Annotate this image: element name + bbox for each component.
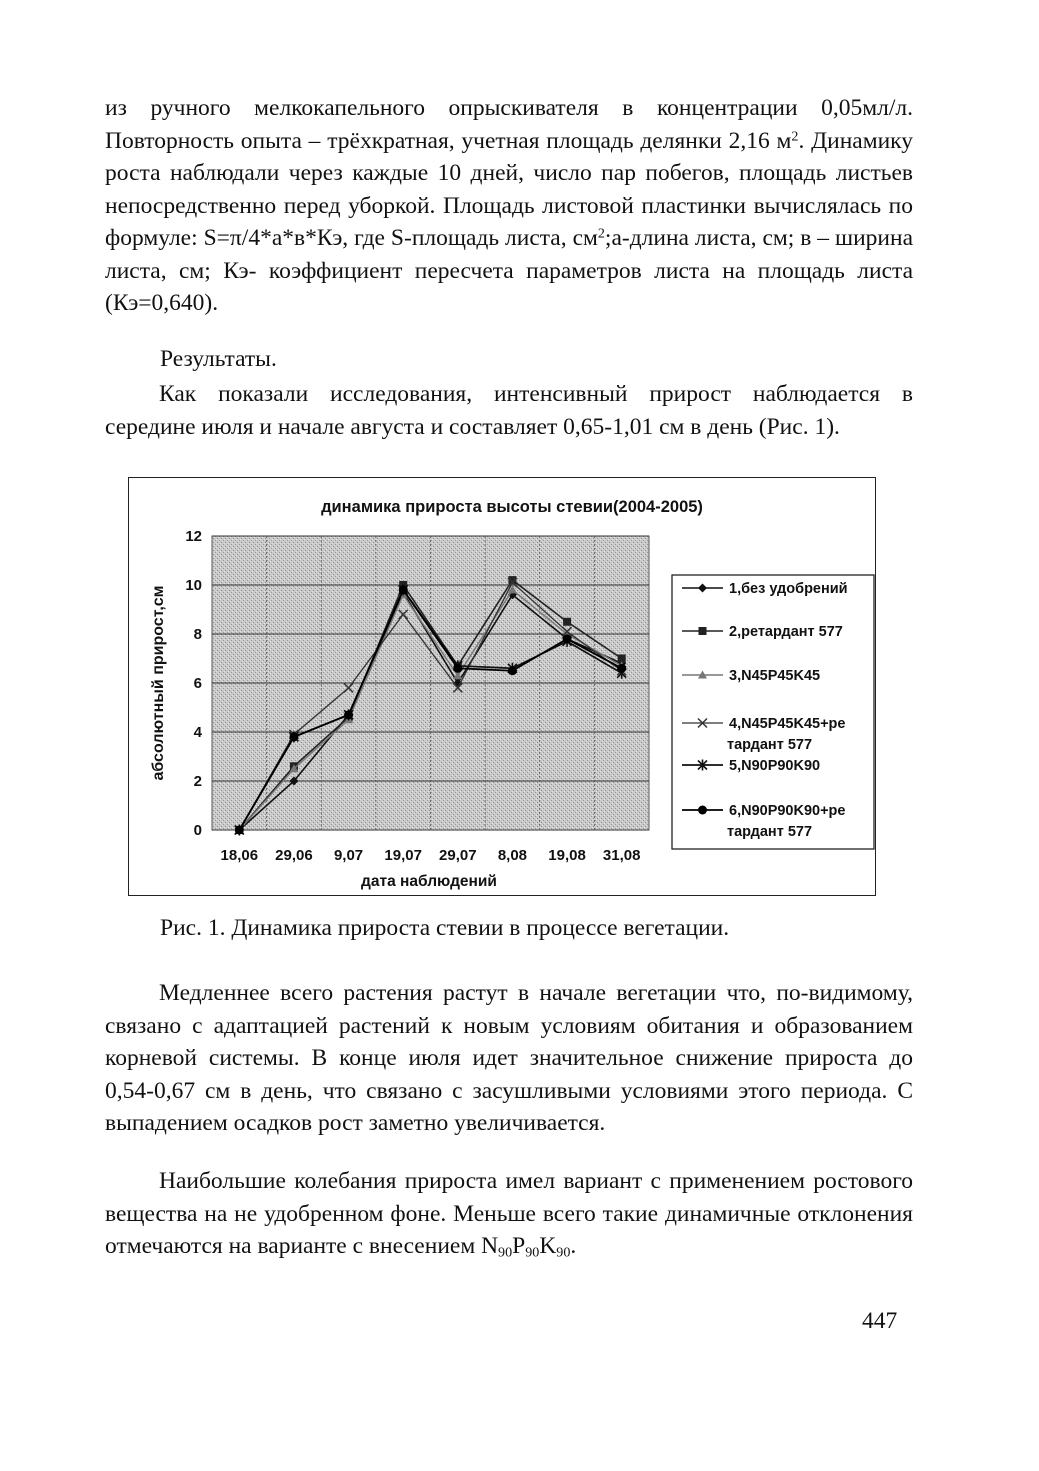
paragraph-methods-part-a: из ручного мелкокапельного опрыскивателя в концентрации 0,05мл/л. Повторность опыта – трёхкратная, учетная площадь делянки 2,16 м [105, 95, 913, 154]
chart-title: динамика прироста высоты стевии(2004-2005) [321, 498, 703, 516]
x-tick-label: 8,08 [497, 847, 528, 864]
period: . [570, 1233, 577, 1259]
data-point [698, 806, 707, 815]
page-number: 447 [862, 1308, 898, 1334]
data-point [508, 666, 517, 675]
legend-label: 5,N90P90K90 [729, 758, 821, 774]
data-point [563, 618, 571, 626]
y-tick-label: 10 [185, 577, 202, 594]
figure-caption: Рис. 1. Динамика прироста стевии в процессе вегетации. [160, 915, 730, 941]
section-heading-results: Результаты. [160, 346, 277, 372]
data-point [618, 655, 626, 663]
subscript-p: 90 [525, 1244, 540, 1261]
data-point [453, 664, 462, 673]
x-tick-label: 31,08 [602, 847, 641, 864]
element-k: K [539, 1233, 557, 1259]
legend-label: 3,N45P45K45 [729, 668, 821, 684]
subscript-n: 90 [498, 1244, 513, 1261]
y-tick-label: 4 [193, 724, 202, 741]
subscript-k: 90 [556, 1244, 571, 1261]
y-axis-ticks [185, 528, 202, 839]
data-point [289, 732, 298, 741]
x-tick-label: 29,06 [275, 847, 313, 864]
paragraph-conclusion-text: Наибольшие колебания прироста имел вариант с применением ростового вещества на не удобренном фоне. Меньше всего такие динамичные отклонения отмечаются на варианте с внесением N [105, 1168, 913, 1259]
superscript-area-unit: 2 [791, 127, 799, 144]
legend-label: тардант 577 [727, 824, 813, 840]
x-tick-label: 18,06 [220, 847, 259, 864]
paragraph-conclusion [105, 1165, 913, 1263]
x-tick-label: 9,07 [333, 847, 364, 864]
y-tick-label: 8 [193, 626, 202, 643]
x-axis-ticks [221, 847, 641, 864]
paragraph-discussion: Медленнее всего растения растут в начале вегетации что, по-видимому, связано с адаптацией растений к новым условиям обитания и образованием корневой системы. В конце июля идет значительное снижение прироста до 0,54-0,67 см в день, что связано с засушливыми условиями этого периода. С выпадением осадков рост заметно увеличивается. [105, 980, 913, 1136]
y-tick-label: 2 [193, 773, 202, 790]
data-point [563, 634, 572, 643]
x-tick-label: 19,07 [384, 847, 422, 864]
x-axis-label: дата наблюдений [361, 873, 497, 890]
paragraph-methods-part-c: ;а-длина листа, см; в – ширина листа, см; Кэ- коэффициент пересчета параметров листа на площадь листа (Кэ=0,640). [105, 225, 913, 316]
legend-label: 2,ретардант 577 [729, 624, 843, 640]
legend-label: 6,N90P90K90+ре [729, 803, 846, 819]
x-tick-label: 19,08 [548, 847, 586, 864]
paragraph-methods [105, 92, 913, 320]
data-point [617, 664, 626, 673]
figure-chart [128, 477, 876, 896]
element-p: P [512, 1233, 526, 1259]
legend-label: 1,без удобрений [729, 581, 848, 597]
legend-label: 4,N45P45K45+ре [729, 716, 846, 732]
paragraph-results: Как показали исследования, интенсивный прирост наблюдается в середине июля и начале августа и составляет 0,65-1,01 см в день (Рис. 1). [105, 381, 913, 440]
data-point [344, 710, 353, 719]
superscript-leaf-area-unit: 2 [597, 225, 605, 242]
data-point [399, 585, 408, 594]
y-tick-label: 6 [193, 675, 202, 692]
data-point [699, 627, 707, 635]
data-point [235, 826, 244, 835]
legend-label: тардант 577 [727, 737, 813, 753]
line-chart [129, 478, 877, 897]
y-tick-label: 0 [193, 822, 202, 839]
y-axis-label: абсолютный прирост,см [150, 585, 167, 781]
y-tick-label: 12 [185, 528, 202, 545]
paragraph-methods-part-b: . Динамику роста наблюдали через каждые 10 дней, число пар побегов, площадь листьев непосредственно перед уборкой. Площадь листовой пластинки вычислялась по формуле: S=π/4*а*в*Кэ, где S-площадь листа, см [105, 127, 913, 251]
x-tick-label: 29,07 [439, 847, 477, 864]
